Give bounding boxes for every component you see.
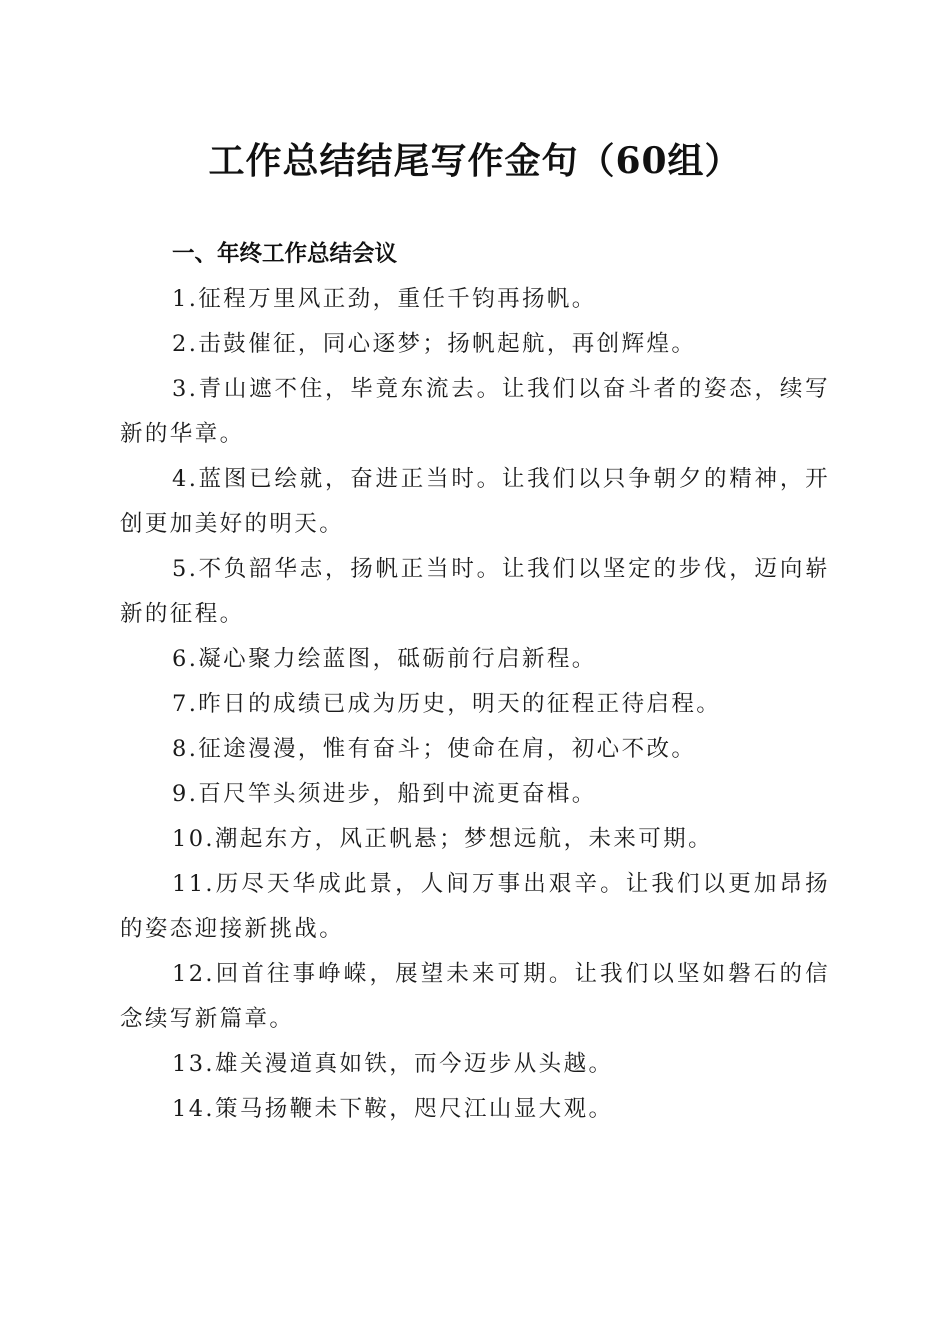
document-title: 工作总结结尾写作金句（60组） bbox=[208, 140, 742, 182]
list-item: 2.击鼓催征，同心逐梦；扬帆起航，再创辉煌。 bbox=[172, 331, 697, 357]
list-item: 13.雄关漫道真如铁，而今迈步从头越。 bbox=[172, 1051, 614, 1077]
list-item: 3.青山遮不住，毕竟东流去。让我们以奋斗者的姿态，续写新的华章。 bbox=[120, 376, 830, 447]
section-heading: 一、年终工作总结会议 bbox=[172, 241, 398, 267]
list-item: 10.潮起东方，风正帆悬；梦想远航，未来可期。 bbox=[172, 826, 713, 852]
document-body bbox=[120, 232, 830, 1132]
list-item: 5.不负韶华志，扬帆正当时。让我们以坚定的步伐，迈向崭新的征程。 bbox=[120, 556, 830, 627]
list-item: 4.蓝图已绘就，奋进正当时。让我们以只争朝夕的精神，开创更加美好的明天。 bbox=[120, 466, 830, 537]
list-item: 7.昨日的成绩已成为历史，明天的征程正待启程。 bbox=[172, 691, 722, 717]
list-item: 8.征途漫漫，惟有奋斗；使命在肩，初心不改。 bbox=[172, 736, 697, 762]
list-item: 11.历尽天华成此景，人间万事出艰辛。让我们以更加昂扬的姿态迎接新挑战。 bbox=[120, 871, 830, 942]
list-item: 14.策马扬鞭未下鞍，咫尺江山显大观。 bbox=[172, 1096, 614, 1122]
list-item: 6.凝心聚力绘蓝图，砥砺前行启新程。 bbox=[172, 646, 597, 672]
list-item: 12.回首往事峥嵘，展望未来可期。让我们以坚如磐石的信念续写新篇章。 bbox=[120, 961, 830, 1032]
list-item: 1.征程万里风正劲，重任千钧再扬帆。 bbox=[172, 286, 597, 312]
list-item: 9.百尺竿头须进步，船到中流更奋楫。 bbox=[172, 781, 597, 807]
